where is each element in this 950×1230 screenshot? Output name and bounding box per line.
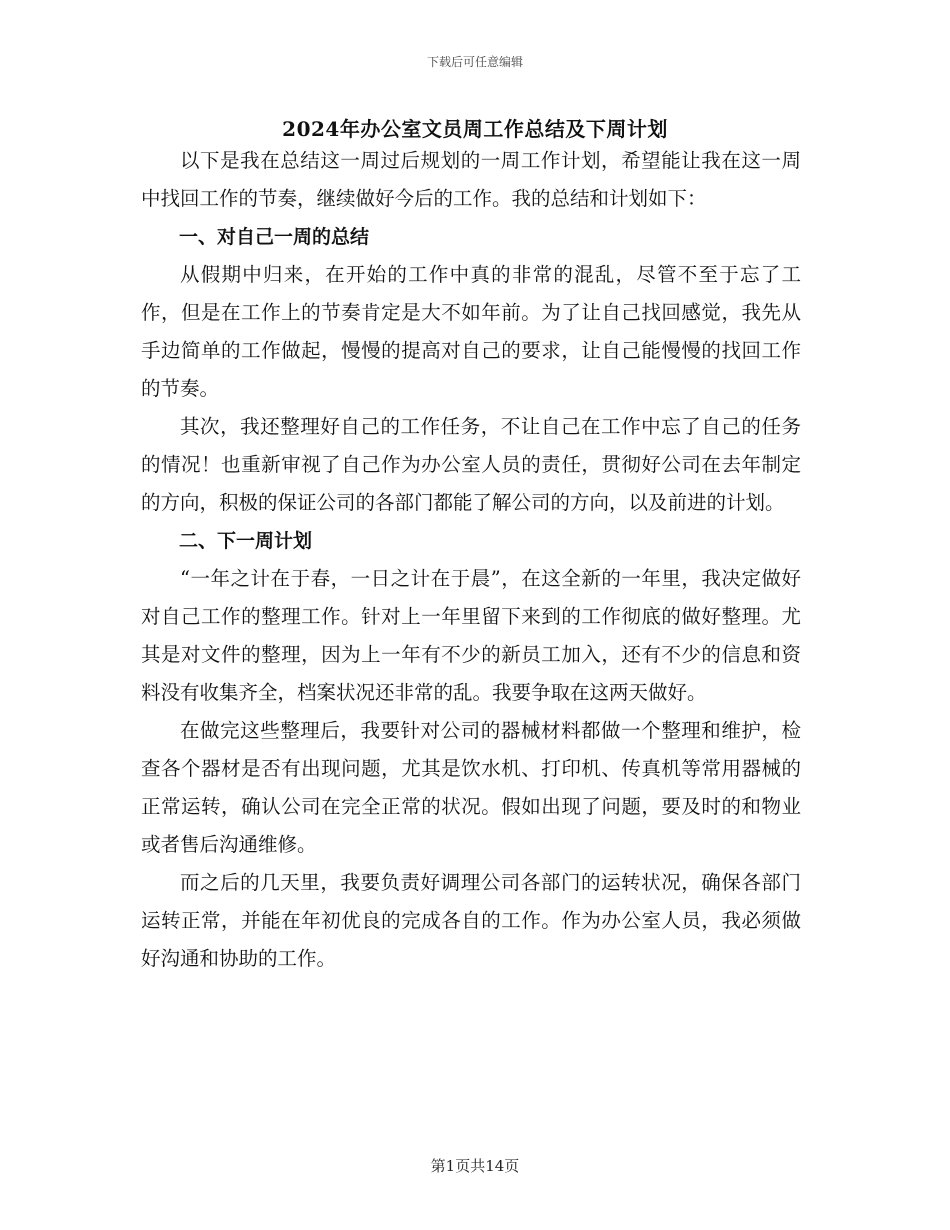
page-header: 下载后可任意编辑 [426,55,523,69]
document-body [141,142,801,978]
plan-paragraph: 而之后的几天里，我要负责好调理公司各部门的运转状况，确保各部门运转正常，并能在年初优良的完成各自的工作。作为办公室人员，我必须做好沟通和协助的工作。 [141,871,801,970]
plan-paragraph: 在做完这些整理后，我要针对公司的器械材料都做一个整理和维护，检查各个器材是否有出现问题，尤其是饮水机、打印机、传真机等常用器械的正常运转，确认公司在完全正常的状况。假如出现了问题，要及时的和物业或者售后沟通维修。 [141,719,801,856]
section-heading-summary: 一、对自己一周的总结 [179,226,370,248]
summary-paragraph: 其次，我还整理好自己的工作任务，不让自己在工作中忘了自己的任务的情况！也重新审视了自己作为办公室人员的责任，贯彻好公司在去年制定的方向，积极的保证公司的各部门都能了解公司的方向，以及前进的计划。 [141,415,801,514]
plan-paragraph: “一年之计在于春，一日之计在于晨”，在这全新的一年里，我决定做好对自己工作的整理工作。针对上一年里留下来到的工作彻底的做好整理。尤其是对文件的整理，因为上一年有不少的新员工加入，还有不少的信息和资料没有收集齐全，档案状况还非常的乱。我要争取在这两天做好。 [141,567,801,704]
summary-paragraph: 从假期中归来，在开始的工作中真的非常的混乱，尽管不至于忘了工作，但是在工作上的节奏肯定是大不如年前。为了让自己找回感觉，我先从手边简单的工作做起，慢慢的提高对自己的要求，让自己能慢慢的找回工作的节奏。 [141,263,801,400]
section-heading-plan: 二、下一周计划 [179,530,313,552]
document-title: 2024年办公室文员周工作总结及下周计划 [282,117,668,141]
page-number-footer: 第1页共14页 [430,1157,520,1175]
intro-paragraph: 以下是我在总结这一周过后规划的一周工作计划，希望能让我在这一周中找回工作的节奏，继续做好今后的工作。我的总结和计划如下： [141,149,801,210]
